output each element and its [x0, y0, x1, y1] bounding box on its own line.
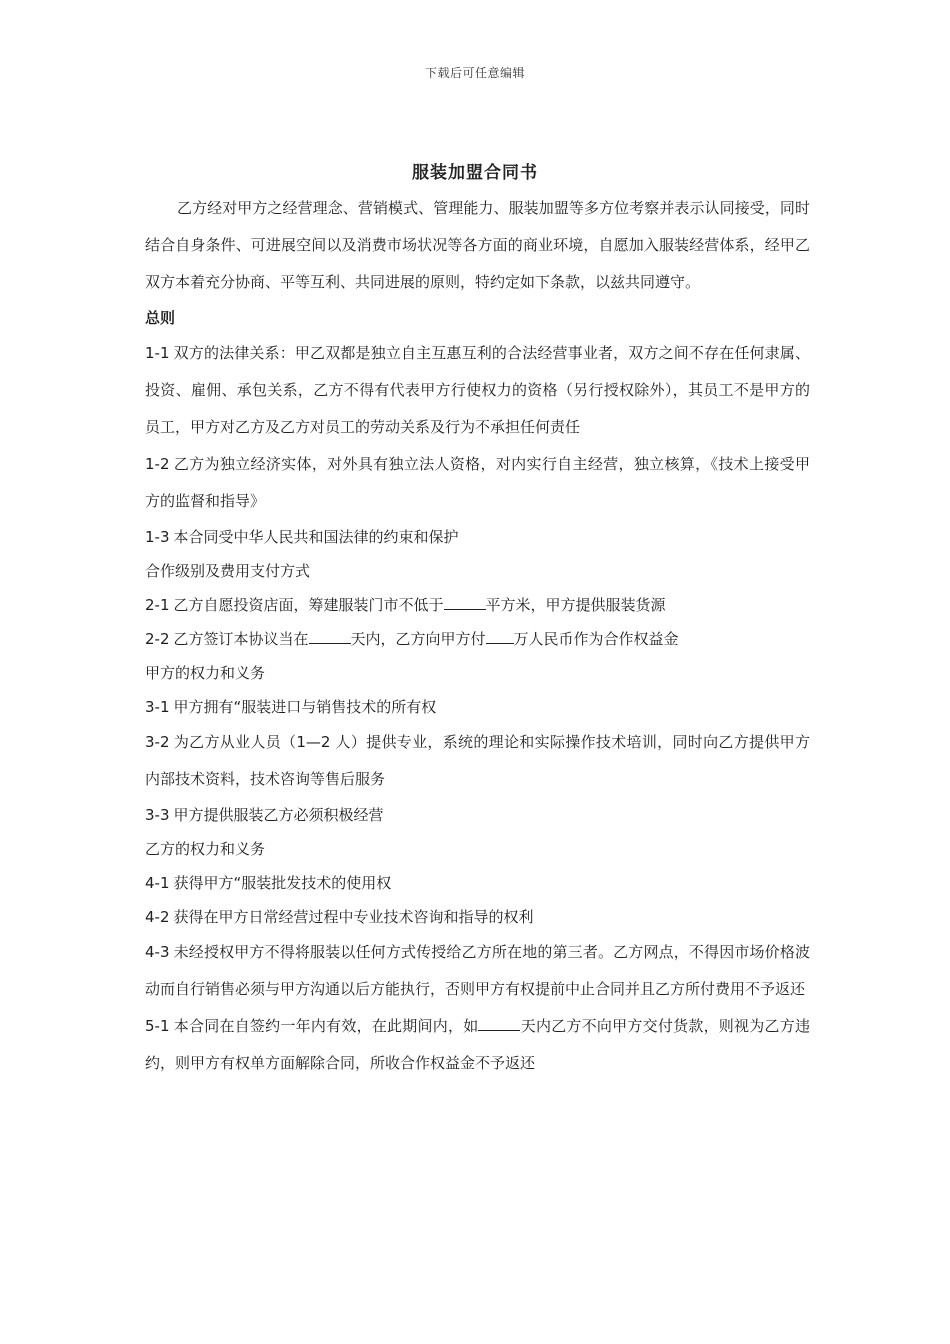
clause-text: 甲方拥有“服装进口与销售技术的所有权 [173, 698, 437, 716]
fill-blank-amount [486, 629, 514, 644]
clause-text: 乙方为独立经济实体，对外具有独立法人资格，对内实行自主经营，独立核算，《技术上接受甲方的监督和指导》 [145, 455, 810, 510]
clause-number: 1-3 [145, 528, 170, 546]
clause-number: 3-1 [145, 698, 170, 716]
fill-blank-days [309, 629, 351, 644]
clause-text: 乙方签订本协议当在 [173, 630, 309, 648]
clause-4-2 [145, 900, 810, 934]
section-heading-party-b: 乙方的权力和义务 [145, 840, 266, 858]
clause-3-3 [145, 798, 810, 832]
clause-number: 1-1 [145, 344, 170, 362]
section-heading-party-a: 甲方的权力和义务 [145, 664, 266, 682]
intro-paragraph: 乙方经对甲方之经营理念、营销模式、管理能力、服装加盟等多方位考察并表示认同接受，同时结合自身条件、可进展空间以及消费市场状况等各方面的商业环境，自愿加入服装经营体系，经甲乙双方本着充分协商、平等互利、共同进展的原则，特约定如下条款，以兹共同遵守。 [145, 199, 810, 291]
fill-blank-area [444, 595, 486, 610]
fill-blank-days [478, 1016, 520, 1031]
clause-text: 本合同受中华人民共和国法律的约束和保护 [173, 528, 459, 546]
clause-number: 2-1 [145, 596, 170, 614]
clause-text: 万人民币作为合作权益金 [513, 630, 679, 648]
clause-4-3 [145, 934, 810, 1008]
clause-1-2 [145, 446, 810, 520]
clause-text: 平方米，甲方提供服装货源 [485, 596, 666, 614]
clause-text: 双方的法律关系：甲乙双都是独立自主互惠互利的合法经营事业者，双方之间不存在任何隶属、投资、雇佣、承包关系，乙方不得有代表甲方行使权力的资格（另行授权除外），其员工不是甲方的员工，甲方对乙方及乙方对员工的劳动关系及行为不承担任何责任 [145, 344, 810, 436]
clause-text: 天内，乙方向甲方付 [350, 630, 486, 648]
clause-text: 未经授权甲方不得将服装以任何方式传授给乙方所在地的第三者。乙方网点，不得因市场价格波动而自行销售必须与甲方沟通以后方能执行，否则甲方有权提前中止合同并且乙方所付费用不予返还 [145, 943, 810, 998]
clause-number: 5-1 [145, 1017, 170, 1035]
clause-text: 为乙方从业人员（1—2 人）提供专业，系统的理论和实际操作技术培训，同时向乙方提供甲方内部技术资料，技术咨询等售后服务 [145, 733, 810, 788]
header-note: 下载后可任意编辑 [424, 66, 525, 80]
clause-number: 1-2 [145, 455, 170, 473]
clause-number: 2-2 [145, 630, 170, 648]
clause-4-1 [145, 866, 810, 900]
clause-number: 4-2 [145, 908, 170, 926]
clause-1-3 [145, 520, 810, 554]
clause-text: 本合同在自签约一年内有效，在此期间内，如 [173, 1017, 479, 1035]
document-body [145, 190, 810, 1082]
clause-number: 4-3 [145, 943, 170, 961]
clause-text: 获得在甲方日常经营过程中专业技术咨询和指导的权利 [173, 908, 534, 926]
clause-number: 3-3 [145, 806, 170, 824]
document-title: 服装加盟合同书 [412, 163, 538, 183]
section-heading-general: 总则 [145, 309, 176, 327]
clause-1-1 [145, 335, 810, 446]
clause-3-2 [145, 724, 810, 798]
clause-text: 乙方自愿投资店面，筹建服装门市不低于 [173, 596, 444, 614]
clause-number: 4-1 [145, 874, 170, 892]
clause-5-1 [145, 1008, 810, 1082]
clause-number: 3-2 [145, 733, 170, 751]
clause-2-1 [145, 588, 810, 622]
clause-text: 天内乙方不向甲方交付货款，则视为乙方违约，则甲方有权单方面解除合同，所收合作权益金不予返还 [145, 1017, 810, 1072]
clause-2-2 [145, 622, 810, 656]
section-heading-fees: 合作级别及费用支付方式 [145, 562, 311, 580]
clause-text: 甲方提供服装乙方必须积极经营 [173, 806, 384, 824]
clause-text: 获得甲方“服装批发技术的使用权 [173, 874, 392, 892]
clause-3-1 [145, 690, 810, 724]
